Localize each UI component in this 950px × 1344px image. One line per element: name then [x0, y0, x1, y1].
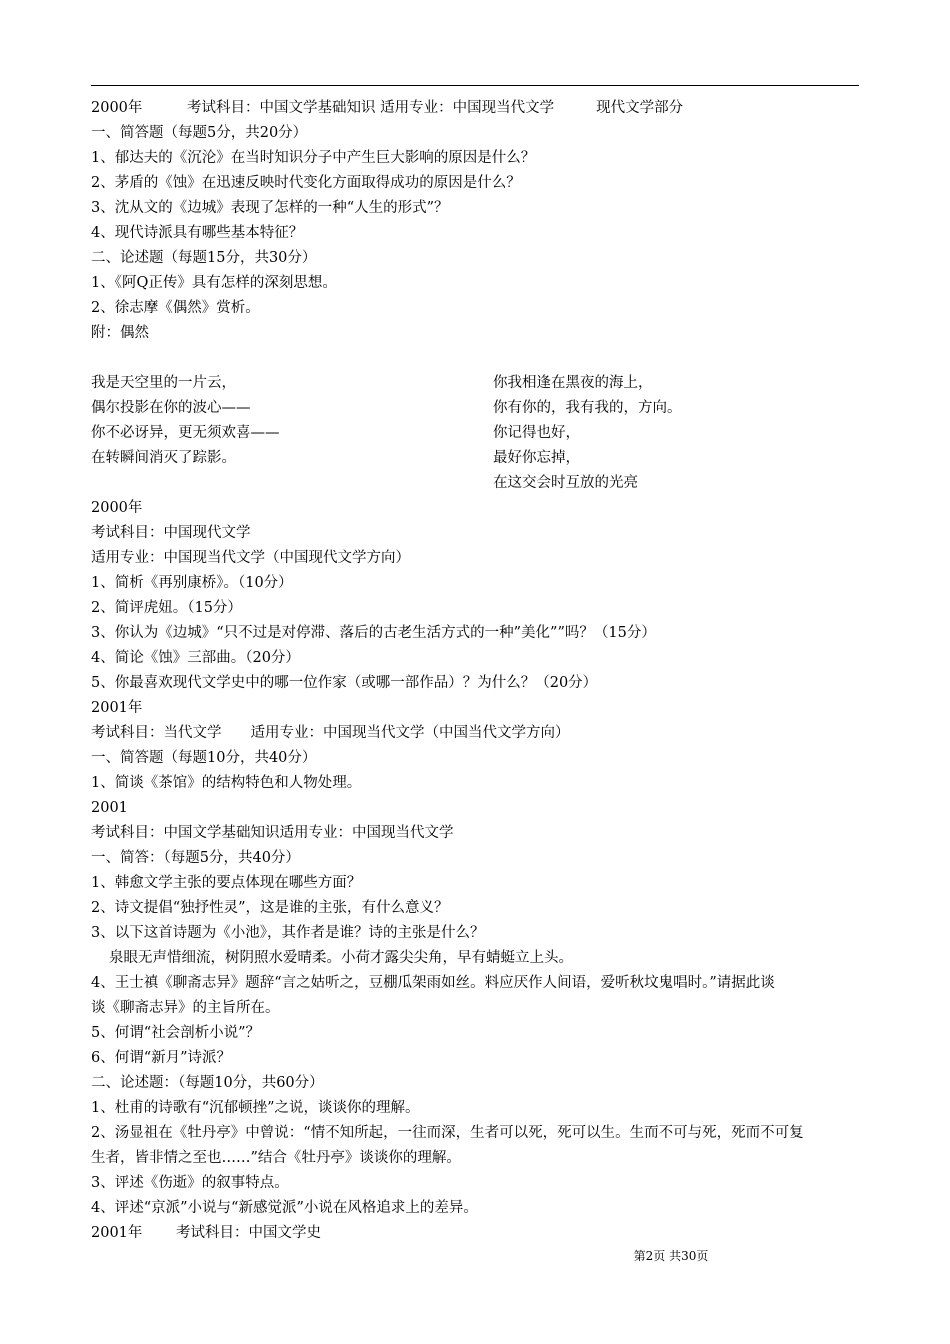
poem-line: 在转瞬间消灭了踪影。: [91, 450, 236, 466]
exam-part: 现代文学部分: [596, 100, 684, 116]
text-line: 生者，皆非情之至也……”结合《牡丹亭》谈谈你的理解。: [91, 1150, 461, 1166]
text-line: 考试科目：中国文学基础知识适用专业：中国现当代文学: [91, 825, 454, 841]
page-footer: [0, 1248, 950, 1264]
poem-stanza-1: [91, 371, 493, 496]
text-line: 4、简论《蚀》三部曲。（20分）: [91, 650, 300, 666]
text-line: 2、诗文提倡“独抒性灵”，这是谁的主张，有什么意义？: [91, 900, 449, 916]
text-line: 考试科目：中国现代文学: [91, 525, 251, 541]
text-line: 2001年: [91, 700, 143, 716]
text-line: 6、何谓“新月”诗派？: [91, 1050, 232, 1066]
text-line: 附：偶然: [91, 325, 149, 341]
poem-line: 偶尔投影在你的波心——: [91, 400, 251, 416]
poem-stanza-2: [493, 371, 861, 496]
exam-year: 2000年: [91, 100, 143, 116]
section-c: [91, 971, 861, 1246]
text-line: 1、杜甫的诗歌有“沉郁顿挫”之说，谈谈你的理解。: [91, 1100, 420, 1116]
text-line: 3、评述《伤逝》的叙事特点。: [91, 1175, 289, 1191]
text-line: 3、沈从文的《边城》表现了怎样的一种“人生的形式”？: [91, 200, 449, 216]
text-line: 5、何谓“社会剖析小说”？: [91, 1025, 261, 1041]
text-line: 谈《聊斋志异》的主旨所在。: [91, 1000, 280, 1016]
text-line: 4、评述“京派”小说与“新感觉派”小说在风格追求上的差异。: [91, 1200, 478, 1216]
text-line: 4、王士禛《聊斋志异》题辞“言之姑听之，豆棚瓜架雨如丝。料应厌作人间语，爱听秋坟鬼唱时。”请据此谈: [91, 975, 775, 991]
text-line: 1、简析《再别康桥》。（10分）: [91, 575, 293, 591]
text-line: 一、简答：（每题5分，共40分）: [91, 850, 300, 866]
text-line: 3、以下这首诗题为《小池》，其作者是谁？诗的主张是什么？: [91, 925, 485, 941]
text-line: 2、徐志摩《偶然》赏析。: [91, 300, 260, 316]
document-body: [91, 96, 861, 1246]
text-line: 考试科目：当代文学 适用专业：中国现当代文学（中国当代文学方向）: [91, 725, 570, 741]
exam-subject: 考试科目：中国文学基础知识 适用专业：中国现当代文学: [187, 100, 555, 116]
text-line: 4、现代诗派具有哪些基本特征？: [91, 225, 304, 241]
text-line: 5、你最喜欢现代文学史中的哪一位作家（或哪一部作品）？为什么？（20分）: [91, 675, 598, 691]
text-line: 1、韩愈文学主张的要点体现在哪些方面？: [91, 875, 362, 891]
text-line: 1、《阿Q正传》具有怎样的深刻思想。: [91, 275, 337, 291]
text-line: 1、郁达夫的《沉沦》在当时知识分子中产生巨大影响的原因是什么？: [91, 150, 536, 166]
text-line: 一、简答题（每题5分，共20分）: [91, 125, 308, 141]
text-line: 1、简谈《茶馆》的结构特色和人物处理。: [91, 775, 362, 791]
poem-line: 在这交会时互放的光亮: [493, 475, 638, 491]
text-line: 2、汤显祖在《牡丹亭》中曾说：“情不知所起，一往而深，生者可以死，死可以生。生而不可与死，死而不可复: [91, 1125, 804, 1141]
poem-line: 最好你忘掉，: [493, 450, 580, 466]
text-line: 适用专业：中国现当代文学（中国现代文学方向）: [91, 550, 410, 566]
text-line: 2001: [91, 800, 128, 816]
text-line: 2、茅盾的《蚀》在迅速反映时代变化方面取得成功的原因是什么？: [91, 175, 521, 191]
poem-line: 我是天空里的一片云，: [91, 375, 236, 391]
text-line: 二、论述题：（每题10分，共60分）: [91, 1075, 324, 1091]
section-a: [91, 121, 861, 346]
quoted-poem-xiaochi: 泉眼无声惜细流，树阴照水爱晴柔。小荷才露尖尖角，早有蜻蜓立上头。: [109, 950, 573, 966]
header-rule: [91, 85, 859, 86]
blank-line: [91, 346, 861, 371]
poem-line: 你不必讶异，更无须欢喜——: [91, 425, 280, 441]
text-line: 一、简答题（每题10分，共40分）: [91, 750, 317, 766]
section-b: [91, 496, 861, 946]
poem-ouran: [91, 371, 861, 496]
exam-header: [91, 96, 861, 121]
text-line: 2、简评虎妞。（15分）: [91, 600, 242, 616]
poem-line: 你记得也好，: [493, 425, 580, 441]
text-line: 3、你认为《边城》“只不过是对停滞、落后的古老生活方式的一种”美化””吗？（15分）: [91, 625, 656, 641]
text-line: 二、论述题（每题15分，共30分）: [91, 250, 317, 266]
page-number: 第2页 共30页: [633, 1249, 709, 1263]
text-line: 2000年: [91, 500, 143, 516]
poem-line: 你有你的，我有我的，方向。: [493, 400, 682, 416]
text-line: 2001年 考试科目：中国文学史: [91, 1225, 322, 1241]
poem-line: 你我相逢在黑夜的海上，: [493, 375, 653, 391]
